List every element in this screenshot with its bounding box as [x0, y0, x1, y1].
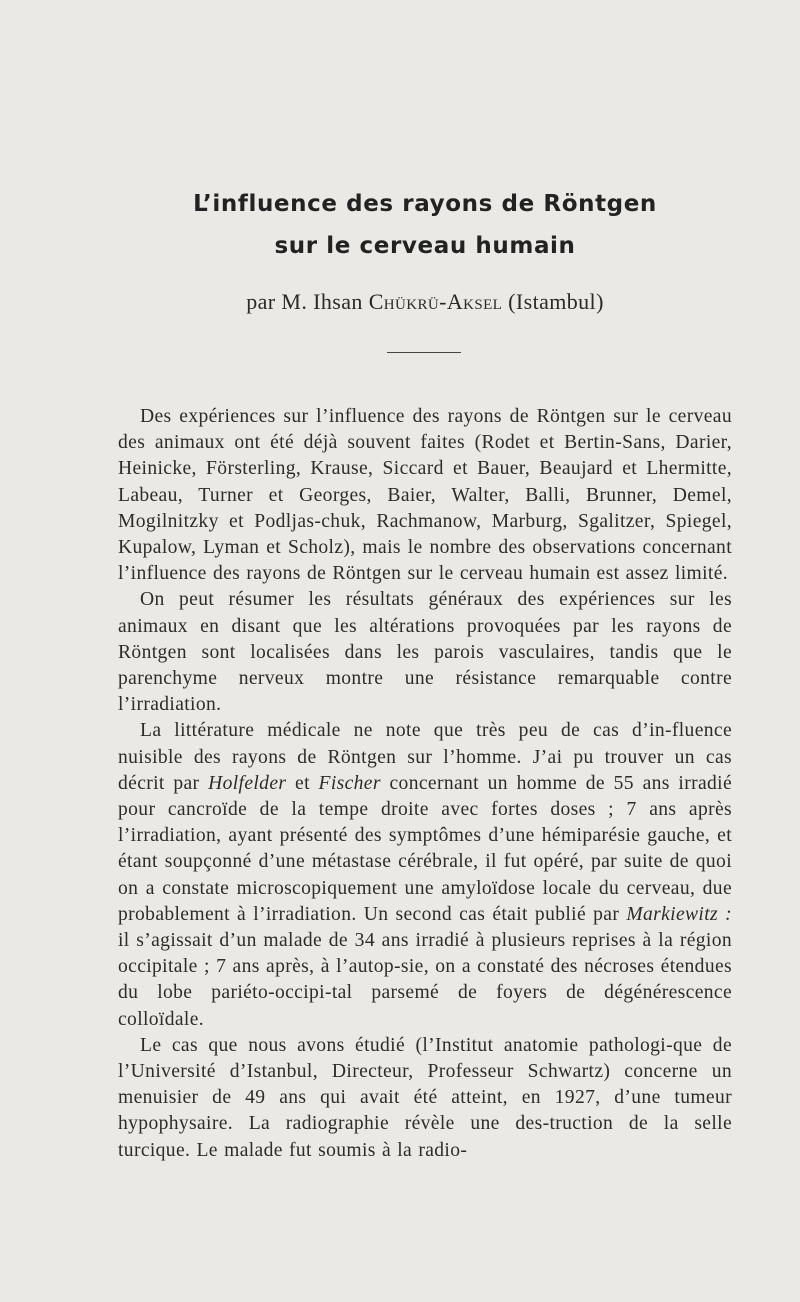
paragraph-2: On peut résumer les résultats généraux des expériences sur les animaux en disant que les altérations provoquées par les rayons de Röntgen sont localisées dans les parois vasculaires, tandis que le parenchyme nerveux montre une résistance remarquable contre l’irradiation.	[118, 589, 732, 716]
author-prefix: par M. Ihsan	[246, 289, 369, 314]
paragraph-3-part-d: il s’agissait d’un malade de 34 ans irradié à plusieurs reprises à la région occipitale ; 7 ans après, à l’autop-sie, on a constaté des nécroses étendues du lobe pariéto-occipi-tal parsemé de foyers de dégénérescence colloïdale.	[118, 930, 732, 1030]
author-suffix: (Istambul)	[502, 289, 604, 314]
article-title-line-2: sur le cerveau humain	[274, 233, 576, 259]
paragraph-3-part-a: La littérature médicale ne note que très peu de cas d’in-fluence nuisible des rayons de Röntgen sur l’homme. J’ai pu trouver un cas décrit par	[118, 720, 732, 794]
citation-holfelder: Holfelder	[208, 772, 287, 794]
citation-fischer: Fischer	[318, 772, 381, 794]
paragraph-3	[118, 718, 732, 1032]
paragraph-4: Le cas que nous avons étudié (l’Institut anatomie pathologi-que de l’Université d’Istanbul, Directeur, Professeur Schwartz) concerne un menuisier de 49 ans qui avait été atteint, en 1927, d’une tumeur hypophysaire. La radiographie révèle une des-truction de la selle turcique. Le malade fut soumis à la radio-	[118, 1034, 732, 1161]
author-line	[0, 289, 800, 315]
author-name: Chükrü-Aksel	[368, 289, 503, 314]
paragraph-3-part-b: et	[286, 772, 319, 794]
article-body	[118, 404, 732, 1164]
paragraph-1: Des expériences sur l’influence des rayons de Röntgen sur le cerveau des animaux ont été déjà souvent faites (Rodet et Bertin-Sans, Darier, Heinicke, Försterling, Krause, Siccard et Bauer, Beaujard et Lhermitte, Labeau, Turner et Georges, Baier, Walter, Balli, Brunner, Demel, Mogilnitzky et Podljas-chuk, Rachmanow, Marburg, Sgalitzer, Spiegel, Kupalow, Lyman et Scholz), mais le nombre des observations concernant l’influence des rayons de Röntgen sur le cerveau humain est assez limité.	[118, 406, 732, 585]
title-separator-rule	[387, 352, 461, 353]
paragraph-3-part-c: concernant un homme de 55 ans irradié pour cancroïde de la tempe droite avec fortes doses ; 7 ans après l’irradiation, ayant présenté des symptômes d’une hémiparésie gauche, et étant soupçonné d’une métastase cérébrale, il fut opéré, par suite de quoi on a constate microscopiquement une amyloïdose locale du cerveau, due probablement à l’irradiation. Un second cas était publié par	[118, 772, 732, 925]
citation-markiewitz: Markiewitz :	[626, 903, 732, 925]
article-title-line-1: L’influence des rayons de Röntgen	[193, 191, 657, 217]
